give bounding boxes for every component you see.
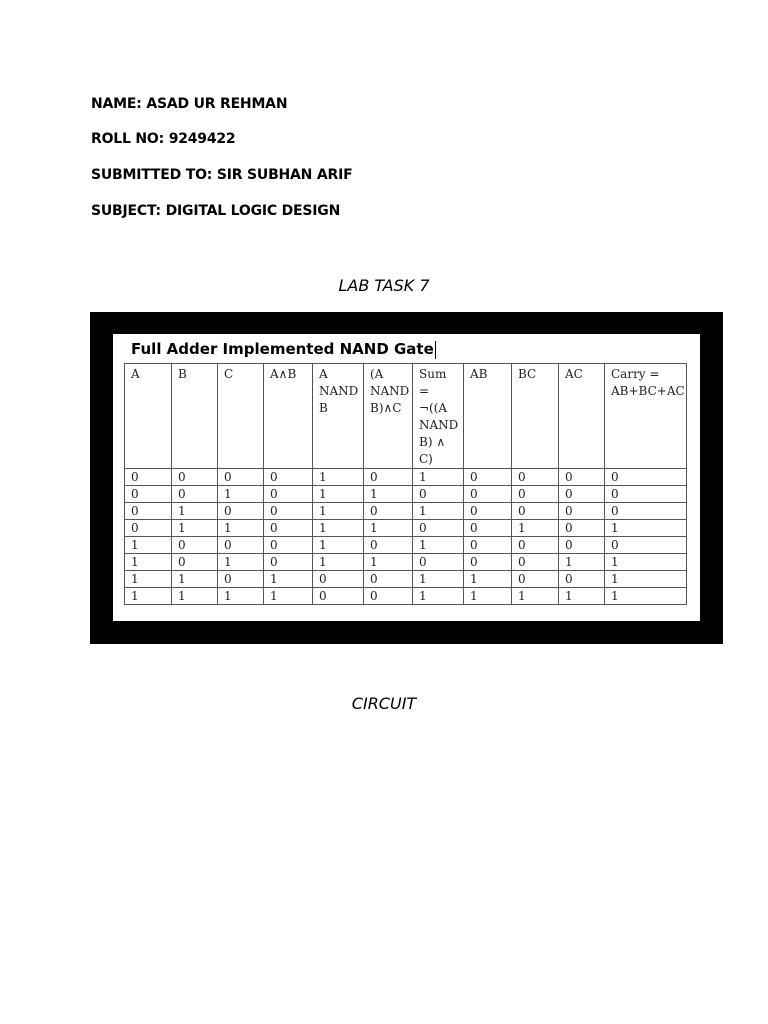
table-row: [125, 588, 687, 605]
truth-table-title-text: Full Adder Implemented NAND Gate: [131, 340, 434, 358]
table-cell: 0: [413, 486, 464, 503]
table-cell: 1: [364, 486, 413, 503]
text-cursor: [435, 341, 436, 359]
table-cell: 0: [125, 486, 172, 503]
table-cell: 0: [512, 554, 559, 571]
table-cell: 0: [364, 588, 413, 605]
column-header: A: [125, 364, 172, 469]
table-cell: 0: [559, 537, 605, 554]
table-cell: 0: [218, 571, 264, 588]
table-cell: 0: [512, 486, 559, 503]
table-header-row: [125, 364, 687, 469]
table-cell: 0: [464, 554, 512, 571]
table-cell: 1: [172, 520, 218, 537]
table-cell: 1: [313, 554, 364, 571]
table-cell: 1: [218, 588, 264, 605]
table-cell: 0: [218, 537, 264, 554]
table-cell: 0: [264, 520, 313, 537]
table-cell: 1: [364, 554, 413, 571]
column-header: AB: [464, 364, 512, 469]
table-cell: 0: [512, 571, 559, 588]
column-header: AC: [559, 364, 605, 469]
column-header: A∧B: [264, 364, 313, 469]
column-header: (A NAND B)∧C: [364, 364, 413, 469]
table-cell: 0: [605, 537, 687, 554]
table-cell: 0: [512, 469, 559, 486]
table-cell: 1: [464, 588, 512, 605]
table-cell: 1: [512, 588, 559, 605]
subject: SUBJECT: DIGITAL LOGIC DESIGN: [91, 203, 341, 219]
table-cell: 1: [125, 588, 172, 605]
table-cell: 1: [313, 520, 364, 537]
table-cell: 0: [413, 520, 464, 537]
table-row: [125, 554, 687, 571]
table-cell: 0: [125, 520, 172, 537]
table-row: [125, 520, 687, 537]
table-cell: 1: [313, 537, 364, 554]
table-cell: 1: [464, 571, 512, 588]
table-cell: 0: [364, 571, 413, 588]
table-cell: 1: [364, 520, 413, 537]
table-row: [125, 537, 687, 554]
column-header: A NAND B: [313, 364, 364, 469]
table-cell: 1: [512, 520, 559, 537]
truth-table-image: [90, 312, 723, 644]
table-cell: 1: [218, 486, 264, 503]
table-cell: 1: [413, 537, 464, 554]
table-cell: 1: [172, 503, 218, 520]
roll-number: ROLL NO: 9249422: [91, 131, 236, 147]
table-cell: 0: [464, 520, 512, 537]
table-cell: 0: [464, 486, 512, 503]
student-name: NAME: ASAD UR REHMAN: [91, 96, 288, 112]
table-cell: 1: [605, 571, 687, 588]
table-cell: 1: [172, 571, 218, 588]
column-header: B: [172, 364, 218, 469]
truth-table: [124, 363, 687, 605]
table-cell: 0: [218, 469, 264, 486]
table-cell: 0: [413, 554, 464, 571]
table-cell: 1: [125, 554, 172, 571]
table-cell: 0: [364, 537, 413, 554]
table-cell: 1: [125, 571, 172, 588]
table-cell: 0: [125, 503, 172, 520]
table-cell: 1: [125, 537, 172, 554]
table-cell: 0: [559, 571, 605, 588]
table-cell: 0: [172, 537, 218, 554]
table-cell: 1: [605, 554, 687, 571]
table-cell: 1: [413, 503, 464, 520]
table-cell: 1: [313, 469, 364, 486]
column-header: Carry = AB+BC+AC: [605, 364, 687, 469]
table-row: [125, 486, 687, 503]
column-header: Sum = ¬((A NAND B) ∧ C): [413, 364, 464, 469]
table-cell: 0: [605, 503, 687, 520]
table-cell: 0: [172, 486, 218, 503]
table-cell: 0: [218, 503, 264, 520]
table-cell: 0: [464, 537, 512, 554]
truth-table-title: [131, 340, 436, 359]
table-cell: 1: [413, 469, 464, 486]
table-cell: 0: [464, 503, 512, 520]
table-cell: 0: [559, 486, 605, 503]
table-cell: 0: [559, 503, 605, 520]
table-cell: 1: [172, 588, 218, 605]
table-cell: 1: [559, 554, 605, 571]
submitted-to: SUBMITTED TO: SIR SUBHAN ARIF: [91, 167, 353, 183]
table-cell: 1: [313, 503, 364, 520]
table-cell: 0: [172, 469, 218, 486]
table-cell: 0: [605, 486, 687, 503]
table-cell: 0: [264, 554, 313, 571]
table-cell: 0: [464, 469, 512, 486]
table-cell: 0: [172, 554, 218, 571]
table-cell: 0: [364, 469, 413, 486]
table-cell: 1: [264, 571, 313, 588]
table-cell: 1: [559, 588, 605, 605]
column-header: BC: [512, 364, 559, 469]
table-row: [125, 469, 687, 486]
table-cell: 0: [559, 469, 605, 486]
column-header: C: [218, 364, 264, 469]
table-cell: 0: [264, 486, 313, 503]
table-cell: 0: [313, 588, 364, 605]
table-cell: 0: [512, 503, 559, 520]
table-cell: 1: [413, 588, 464, 605]
table-cell: 1: [218, 520, 264, 537]
table-row: [125, 571, 687, 588]
table-cell: 0: [364, 503, 413, 520]
table-cell: 1: [605, 520, 687, 537]
table-cell: 0: [313, 571, 364, 588]
table-cell: 1: [218, 554, 264, 571]
lab-task-heading: LAB TASK 7: [338, 276, 430, 295]
truth-table-panel: [113, 334, 700, 621]
table-cell: 1: [413, 571, 464, 588]
table-cell: 0: [512, 537, 559, 554]
table-body: [125, 469, 687, 605]
table-cell: 0: [264, 469, 313, 486]
table-cell: 0: [559, 520, 605, 537]
table-row: [125, 503, 687, 520]
table-cell: 0: [605, 469, 687, 486]
circuit-heading: CIRCUIT: [351, 694, 417, 713]
table-cell: 0: [264, 537, 313, 554]
table-cell: 1: [313, 486, 364, 503]
table-cell: 1: [605, 588, 687, 605]
table-cell: 0: [125, 469, 172, 486]
table-cell: 1: [264, 588, 313, 605]
table-cell: 0: [264, 503, 313, 520]
